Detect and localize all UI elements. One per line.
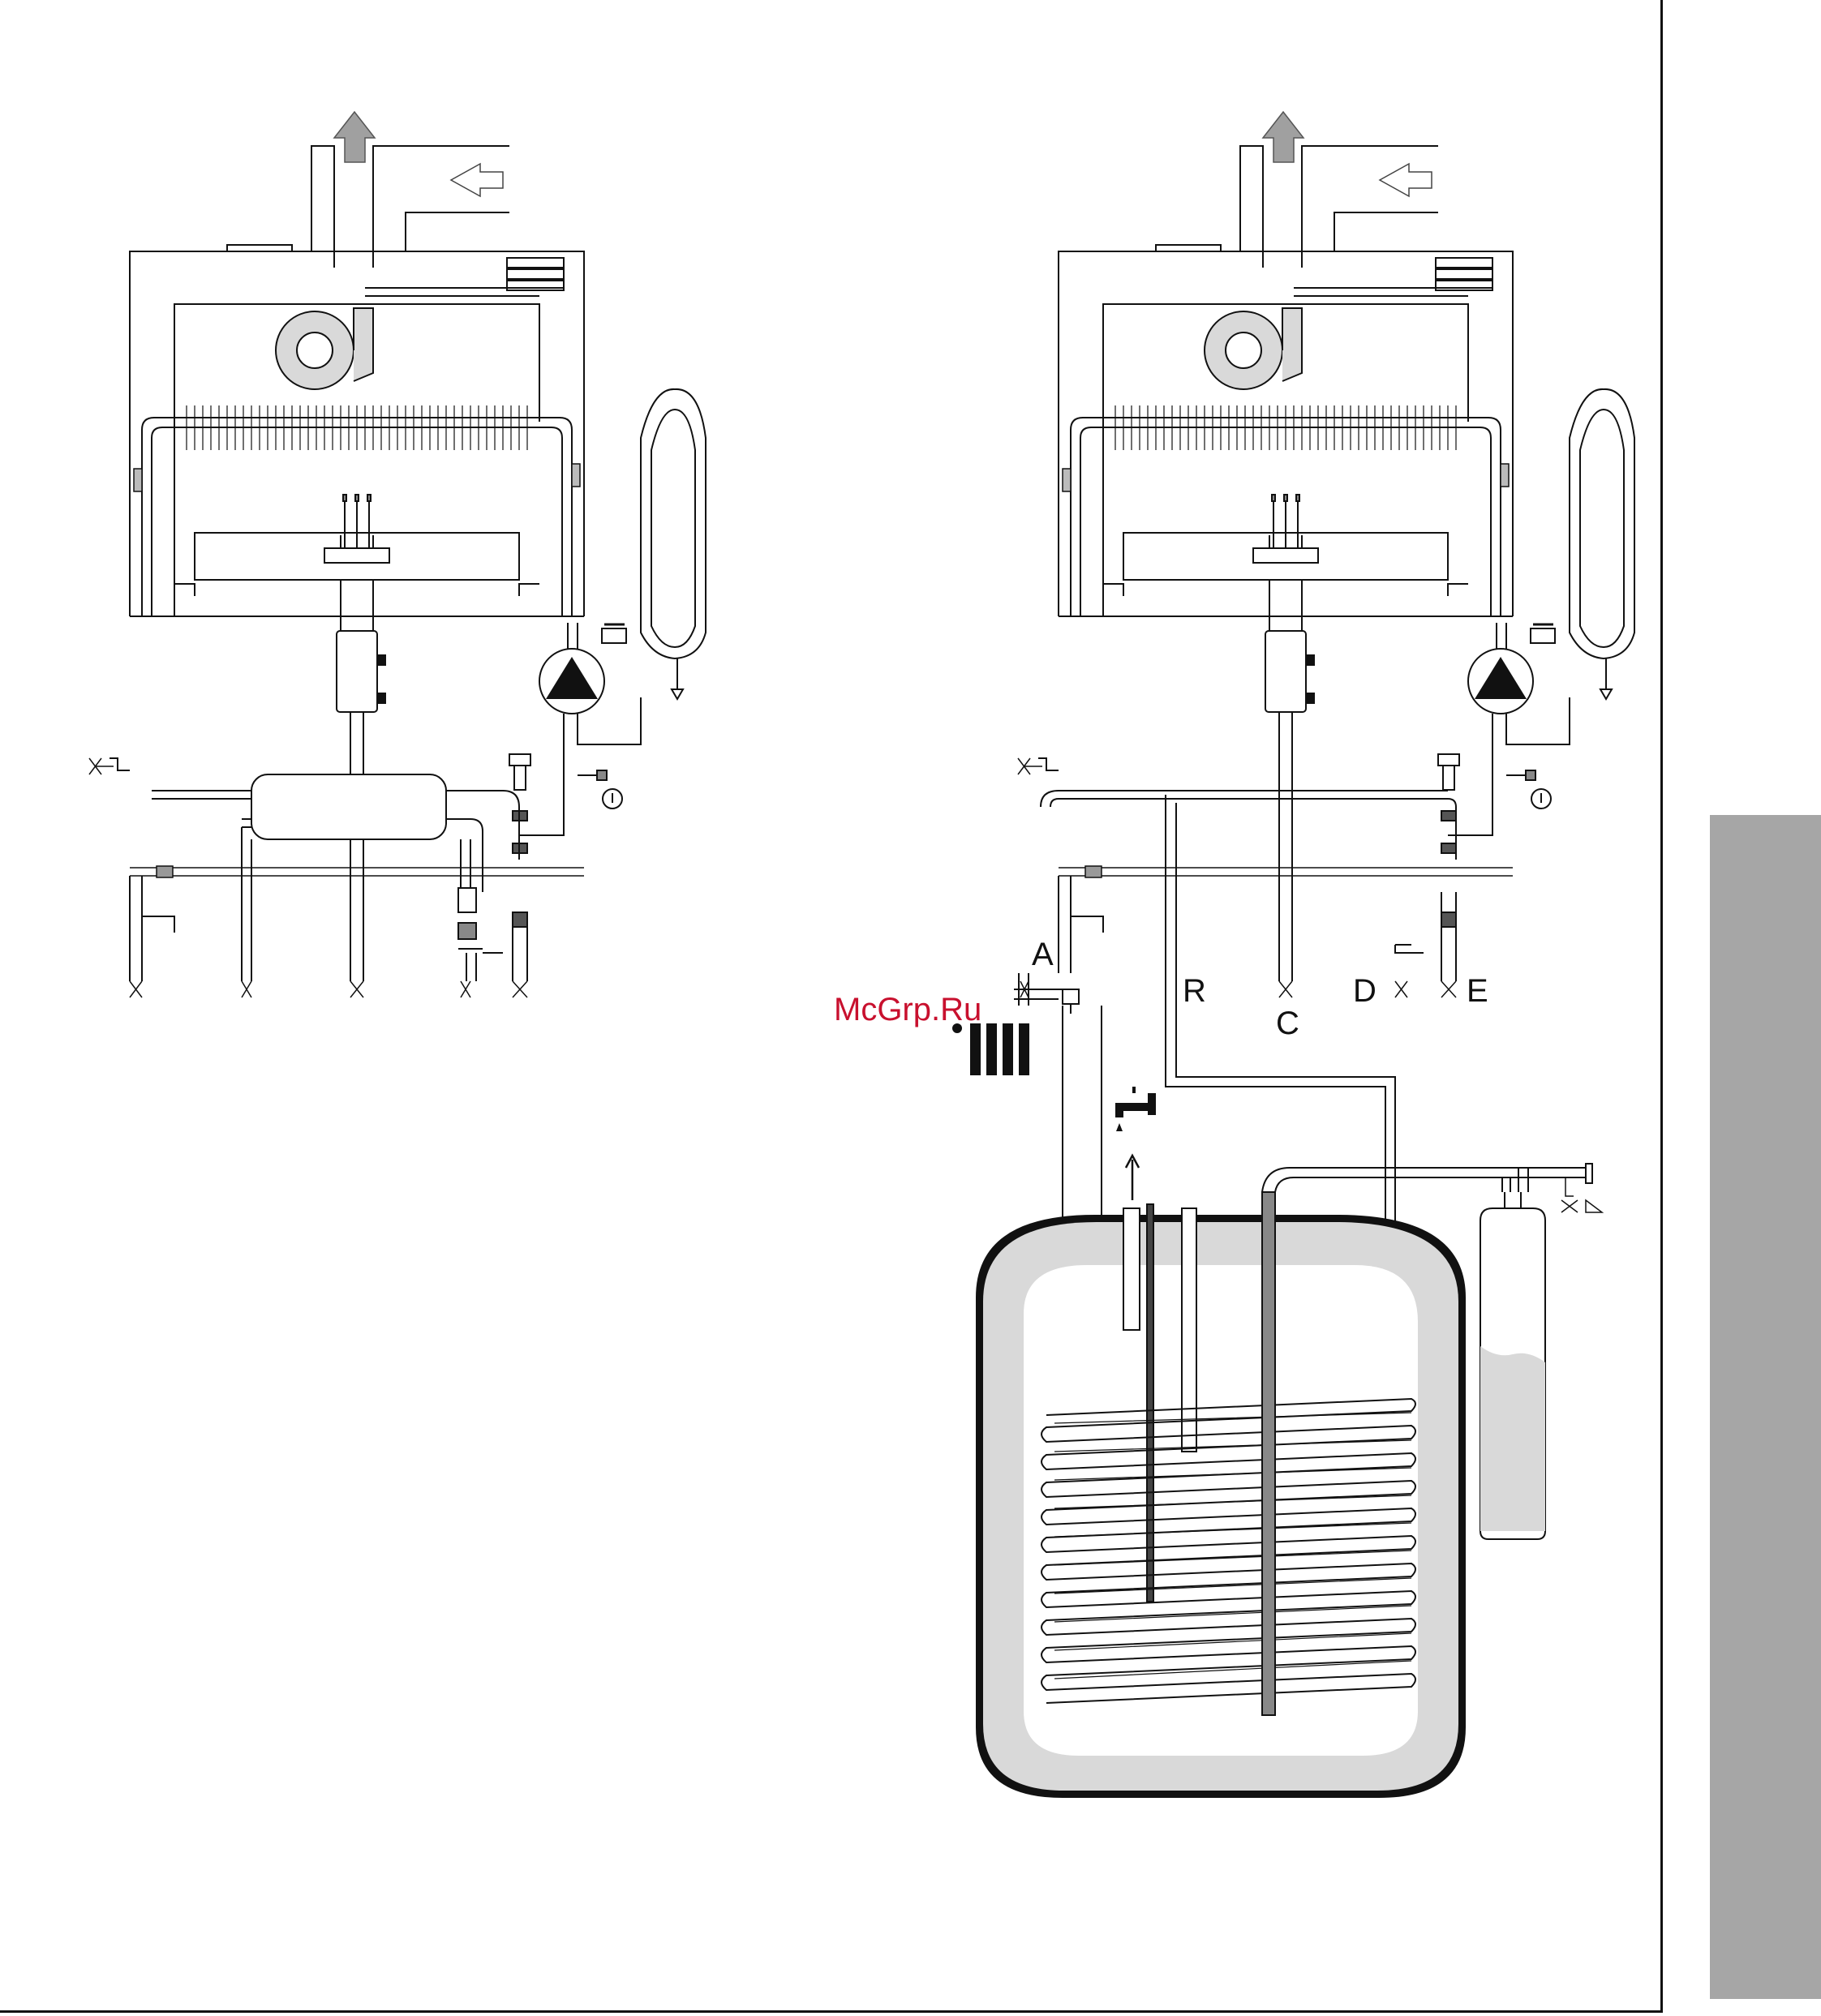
hot-water-tap-icon	[1115, 1087, 1156, 1200]
label-c: C	[1276, 1006, 1299, 1041]
boiler-right	[1018, 112, 1634, 997]
label-e: E	[1467, 973, 1488, 1009]
label-a: A	[1032, 937, 1054, 972]
boiler-left	[89, 112, 706, 997]
watermark: McGrp.Ru	[834, 992, 982, 1027]
label-d: D	[1353, 973, 1376, 1009]
radiator-icon	[952, 1023, 1029, 1075]
label-r: R	[1183, 973, 1206, 1009]
